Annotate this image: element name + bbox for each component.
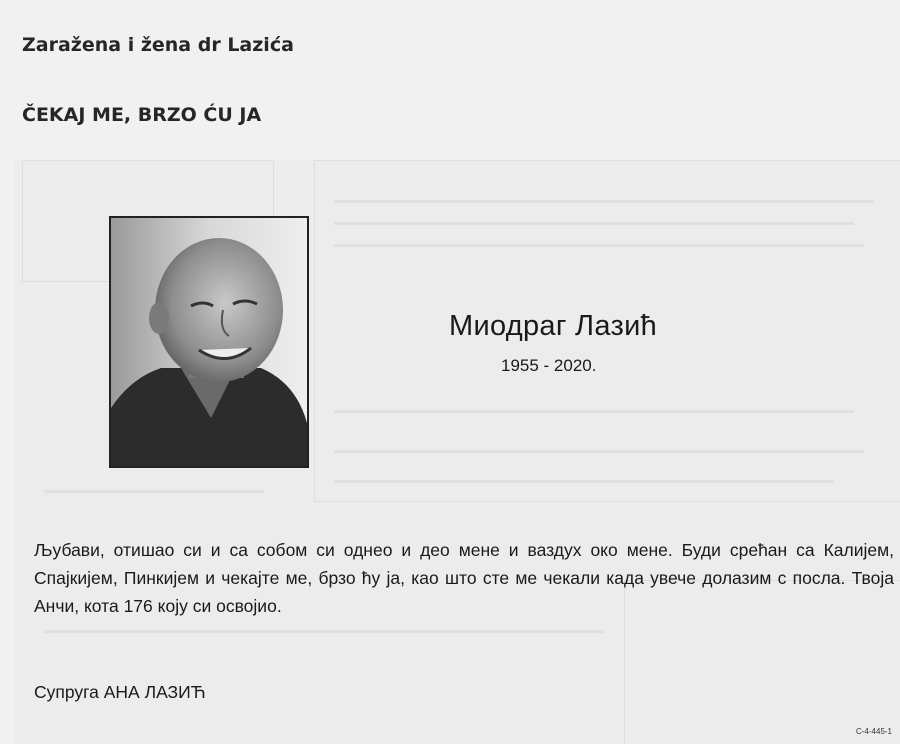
article-headline: Zaražena i žena dr Lazića	[22, 34, 294, 56]
deceased-name: Миодраг Лазић	[449, 310, 658, 342]
signature: Супруга АНА ЛАЗИЋ	[34, 682, 206, 702]
life-years: 1955 - 2020.	[501, 356, 597, 375]
bleed-through-line	[334, 244, 864, 247]
bleed-through-line	[334, 200, 874, 203]
obituary-message: Љубави, отишао си и са собом си однео и део мене и ваздух око мене. Буди срећан са Калијем, Спајкијем, Пинкијем и чекајте ме, брзо ћу ја, као што сте ме чекали када увече долазим с посла. Твоја Анчи, кота 176 коју си освојио.	[34, 540, 894, 616]
bleed-through-line	[334, 222, 854, 225]
bleed-through-line	[334, 410, 854, 413]
bleed-through-line	[44, 630, 604, 633]
bleed-through-line	[334, 480, 834, 483]
bleed-through-line	[44, 490, 264, 493]
portrait-image	[111, 218, 307, 466]
obituary-notice	[14, 160, 900, 744]
bleed-through-line	[334, 450, 864, 453]
article-subheadline: ČEKAJ ME, BRZO ĆU JA	[22, 104, 262, 126]
portrait-photo	[109, 216, 309, 468]
ad-code: C-4-445-1	[855, 727, 892, 736]
